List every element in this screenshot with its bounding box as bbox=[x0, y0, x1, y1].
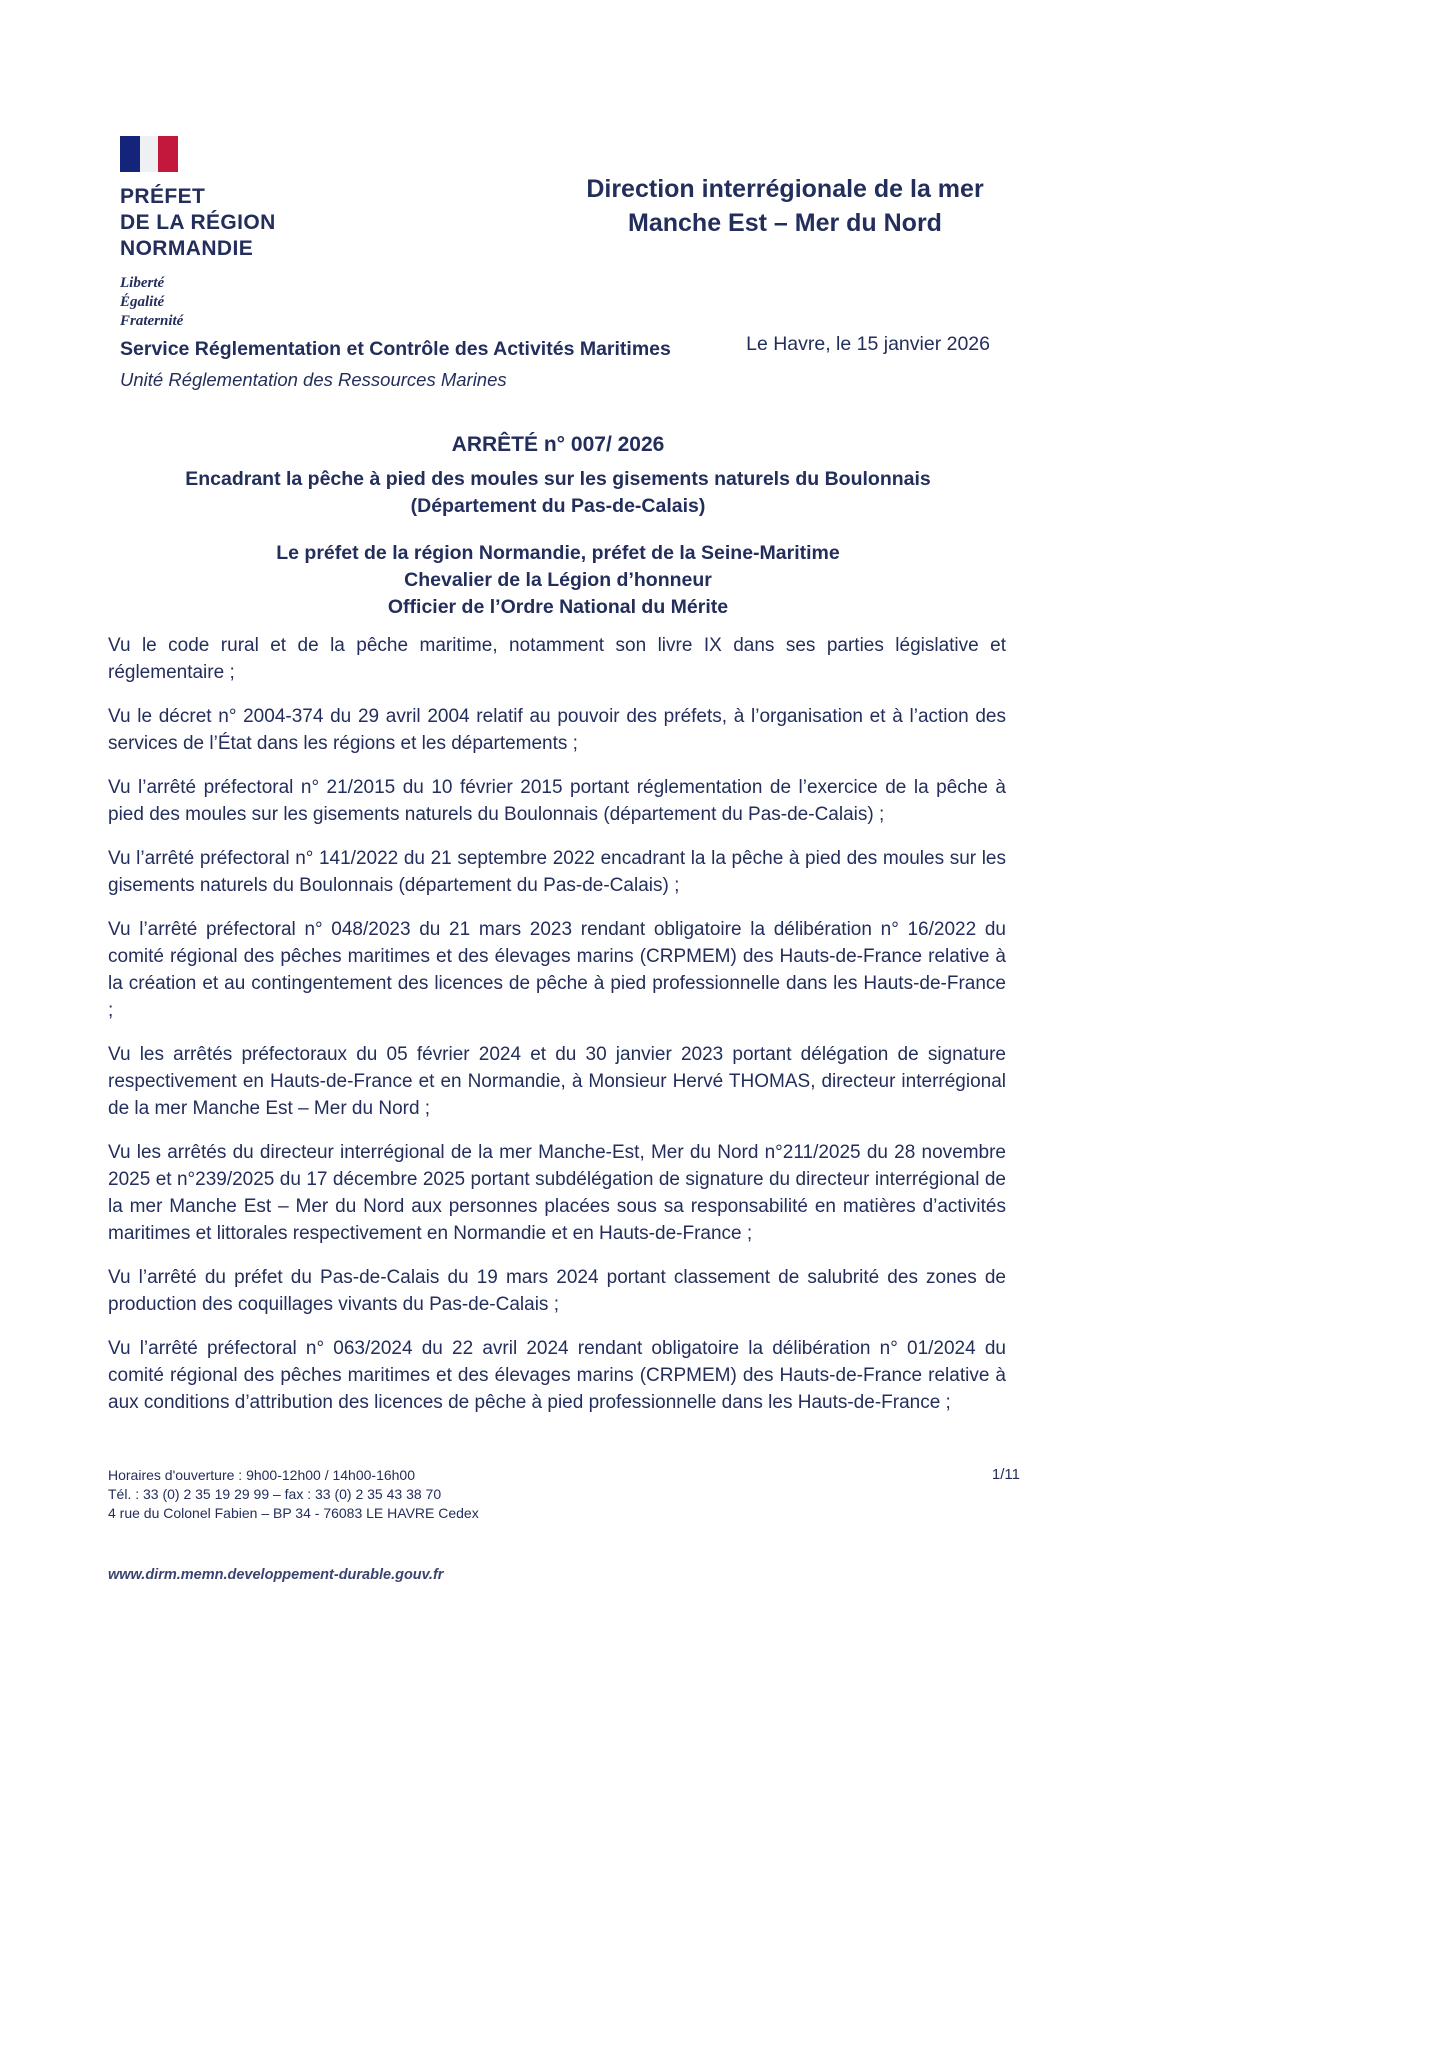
republic-motto bbox=[120, 274, 276, 331]
flag-blue-stripe bbox=[120, 136, 140, 172]
motto-fraternite: Fraternité bbox=[120, 313, 184, 329]
title-block bbox=[108, 433, 1008, 621]
prefecture-name-line3: NORMANDIE bbox=[120, 237, 254, 260]
prefect-titles bbox=[108, 540, 1008, 621]
prefecture-name-line1: PRÉFET bbox=[120, 185, 206, 208]
direction-line1: Direction interrégionale de la mer bbox=[586, 175, 984, 203]
unit-name: Unité Réglementation des Ressources Marines bbox=[120, 369, 507, 390]
vu-paragraph: Vu l’arrêté préfectoral n° 21/2015 du 10 février 2015 portant réglementation de l’exercice de la pêche à pied des moules sur les gisements naturels du Boulonnais (département du Pas-de-Calais) ; bbox=[108, 777, 1006, 825]
document-body bbox=[108, 632, 1006, 1433]
vu-paragraph: Vu l’arrêté préfectoral n° 063/2024 du 22 avril 2024 rendant obligatoire la délibération n° 01/2024 du comité régional des pêches maritimes et des élevages marins (CRPMEM) des Hauts-de-France relative à aux conditions d’attribution des licences de pêche à pied professionnelle dans les Hauts-de-France ; bbox=[108, 1338, 1006, 1413]
direction-line2: Manche Est – Mer du Nord bbox=[628, 209, 942, 237]
vu-paragraph: Vu l’arrêté préfectoral n° 048/2023 du 21 mars 2023 rendant obligatoire la délibération n° 16/2022 du comité régional des pêches maritimes et des élevages marins (CRPMEM) des Hauts-de-France relative à la création et au contingentement des licences de pêche à pied professionnelle dans les Hauts-de-France ; bbox=[108, 919, 1006, 1021]
prefecture-logo bbox=[120, 136, 276, 331]
footer-hours: Horaires d'ouverture : 9h00-12h00 / 14h00-16h00 bbox=[108, 1467, 415, 1483]
arrete-number: ARRÊTÉ n° 007/ 2026 bbox=[451, 433, 665, 456]
flag-red-stripe bbox=[158, 136, 178, 172]
vu-paragraph: Vu les arrêtés du directeur interrégional de la mer Manche-Est, Mer du Nord n°211/2025 du 28 novembre 2025 et n°239/2025 du 17 décembre 2025 portant subdélégation de signature du directeur interrégional de la mer Manche Est – Mer du Nord aux personnes placées sous sa responsabilité en matières d’activités maritimes et littorales respectivement en Normandie et en Hauts-de-France ; bbox=[108, 1142, 1006, 1244]
french-flag-icon bbox=[120, 136, 178, 172]
page-number: 1/11 bbox=[991, 1466, 1020, 1483]
footer-address: 4 rue du Colonel Fabien – BP 34 - 76083 LE HAVRE Cedex bbox=[108, 1505, 479, 1521]
motto-liberte: Liberté bbox=[120, 275, 165, 291]
motto-egalite: Égalité bbox=[120, 294, 165, 310]
prefect-title-line3: Officier de l’Ordre National du Mérite bbox=[387, 596, 729, 618]
arrete-subtitle-1: Encadrant la pêche à pied des moules sur les gisements naturels du Boulonnais bbox=[185, 468, 931, 490]
footer-website: www.dirm.memn.developpement-durable.gouv.fr bbox=[108, 1567, 444, 1583]
prefecture-name-line2: DE LA RÉGION bbox=[120, 211, 276, 234]
prefect-title-line2: Chevalier de la Légion d’honneur bbox=[404, 569, 712, 591]
prefect-title-line1: Le préfet de la région Normandie, préfet de la Seine-Maritime bbox=[276, 542, 840, 564]
vu-paragraph: Vu le décret n° 2004-374 du 29 avril 2004 relatif au pouvoir des préfets, à l’organisation et à l’action des services de l’État dans les régions et les départements ; bbox=[108, 706, 1006, 754]
vu-paragraph: Vu l’arrêté préfectoral n° 141/2022 du 21 septembre 2022 encadrant la la pêche à pied des moules sur les gisements naturels du Boulonnais (département du Pas-de-Calais) ; bbox=[108, 848, 1006, 896]
service-name: Service Réglementation et Contrôle des Activités Maritimes bbox=[120, 338, 671, 360]
service-block bbox=[120, 338, 720, 391]
place-date: Le Havre, le 15 janvier 2026 bbox=[746, 333, 990, 355]
arrete-subtitle-2: (Département du Pas-de-Calais) bbox=[410, 495, 706, 517]
direction-header bbox=[540, 172, 1030, 240]
vu-paragraph: Vu l’arrêté du préfet du Pas-de-Calais du 19 mars 2024 portant classement de salubrité des zones de production des coquillages vivants du Pas-de-Calais ; bbox=[108, 1267, 1006, 1315]
prefecture-name bbox=[120, 184, 276, 262]
flag-white-stripe bbox=[140, 136, 158, 172]
footer-phone: Tél. : 33 (0) 2 35 19 29 99 – fax : 33 (0) 2 35 43 38 70 bbox=[108, 1486, 442, 1502]
footer-contact bbox=[108, 1466, 808, 1523]
vu-paragraph: Vu les arrêtés préfectoraux du 05 février 2024 et du 30 janvier 2023 portant délégation de signature respectivement en Hauts-de-France et en Normandie, à Monsieur Hervé THOMAS, directeur interrégional de la mer Manche Est – Mer du Nord ; bbox=[108, 1044, 1006, 1119]
vu-paragraph: Vu le code rural et de la pêche maritime, notamment son livre IX dans ses parties législative et réglementaire ; bbox=[108, 635, 1006, 683]
